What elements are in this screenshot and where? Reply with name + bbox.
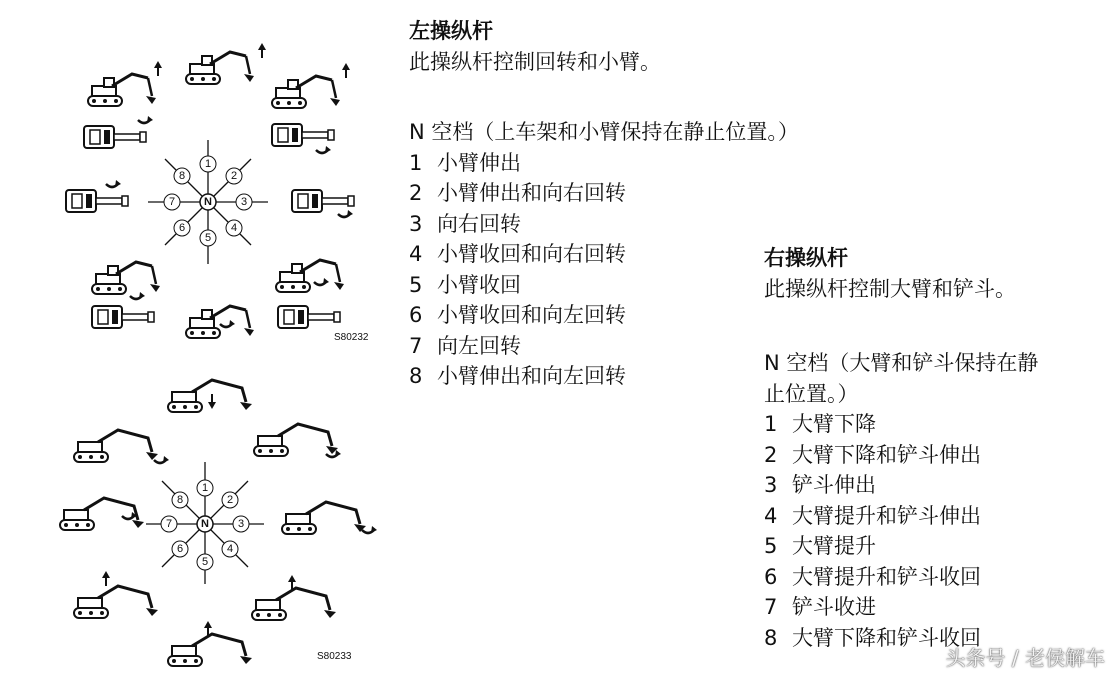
- pos-6: 6: [178, 222, 186, 234]
- watermark: 头条号 / 老侯解车: [945, 646, 1105, 670]
- pos-1-b: 1: [201, 482, 209, 494]
- pos-3: 3: [240, 196, 248, 208]
- left-lever-section: [409, 16, 799, 392]
- left-lever-neutral: N 空档（上车架和小臂保持在静止位置。）: [409, 120, 799, 144]
- list-item: 7 向左回转: [409, 333, 521, 358]
- center-n-label: N: [204, 196, 212, 208]
- pos-8-b: 8: [176, 494, 184, 506]
- pos-2-b: 2: [226, 494, 234, 506]
- right-lever-section: [764, 243, 1038, 653]
- pos-5: 5: [204, 232, 212, 244]
- figure-code-bottom: S80233: [317, 651, 352, 662]
- left-lever-figure: [66, 43, 369, 343]
- right-lever-description: 此操纵杆控制大臂和铲斗。: [764, 276, 1016, 301]
- pos-5-b: 5: [201, 556, 209, 568]
- right-lever-title: 右操纵杆: [764, 246, 848, 270]
- list-item: 8 大臂下降和铲斗收回: [764, 625, 981, 650]
- pos-7-b: 7: [165, 518, 173, 530]
- pos-1: 1: [204, 158, 212, 170]
- list-item: 2 小臂伸出和向右回转: [409, 181, 626, 205]
- list-item: 3 向右回转: [409, 211, 521, 236]
- pos-4: 4: [230, 222, 238, 234]
- list-item: 4 小臂收回和向右回转: [409, 242, 626, 266]
- list-item: 5 大臂提升: [764, 534, 876, 558]
- list-item: 6 大臂提升和铲斗收回: [764, 564, 981, 589]
- list-item: 5 小臂收回: [409, 272, 521, 297]
- pos-7: 7: [168, 196, 176, 208]
- pos-2: 2: [230, 170, 238, 182]
- right-lever-figure: [60, 380, 377, 666]
- lever-diagrams: [0, 0, 400, 679]
- left-lever-title: 左操纵杆: [409, 19, 493, 43]
- right-lever-neutral-1: N 空档（大臂和铲斗保持在静: [764, 351, 1039, 375]
- list-item: 6 小臂收回和向左回转: [409, 303, 626, 327]
- list-item: 1 大臂下降: [764, 412, 876, 436]
- list-item: 4 大臂提升和铲斗伸出: [764, 503, 981, 528]
- right-lever-neutral-2: 止位置。）: [764, 381, 859, 406]
- list-item: 3 铲斗伸出: [764, 473, 876, 497]
- list-item: 7 铲斗收进: [764, 595, 876, 619]
- pos-4-b: 4: [226, 543, 234, 555]
- left-lever-description: 此操纵杆控制回转和小臂。: [409, 49, 661, 74]
- list-item: 1 小臂伸出: [409, 150, 521, 175]
- pos-3-b: 3: [237, 518, 245, 530]
- list-item: 2 大臂下降和铲斗伸出: [764, 442, 981, 467]
- pos-6-b: 6: [176, 543, 184, 555]
- center-n-label-2: N: [201, 518, 209, 530]
- list-item: 8 小臂伸出和向左回转: [409, 364, 626, 388]
- pos-8: 8: [178, 170, 186, 182]
- figure-code-top: S80232: [334, 332, 369, 343]
